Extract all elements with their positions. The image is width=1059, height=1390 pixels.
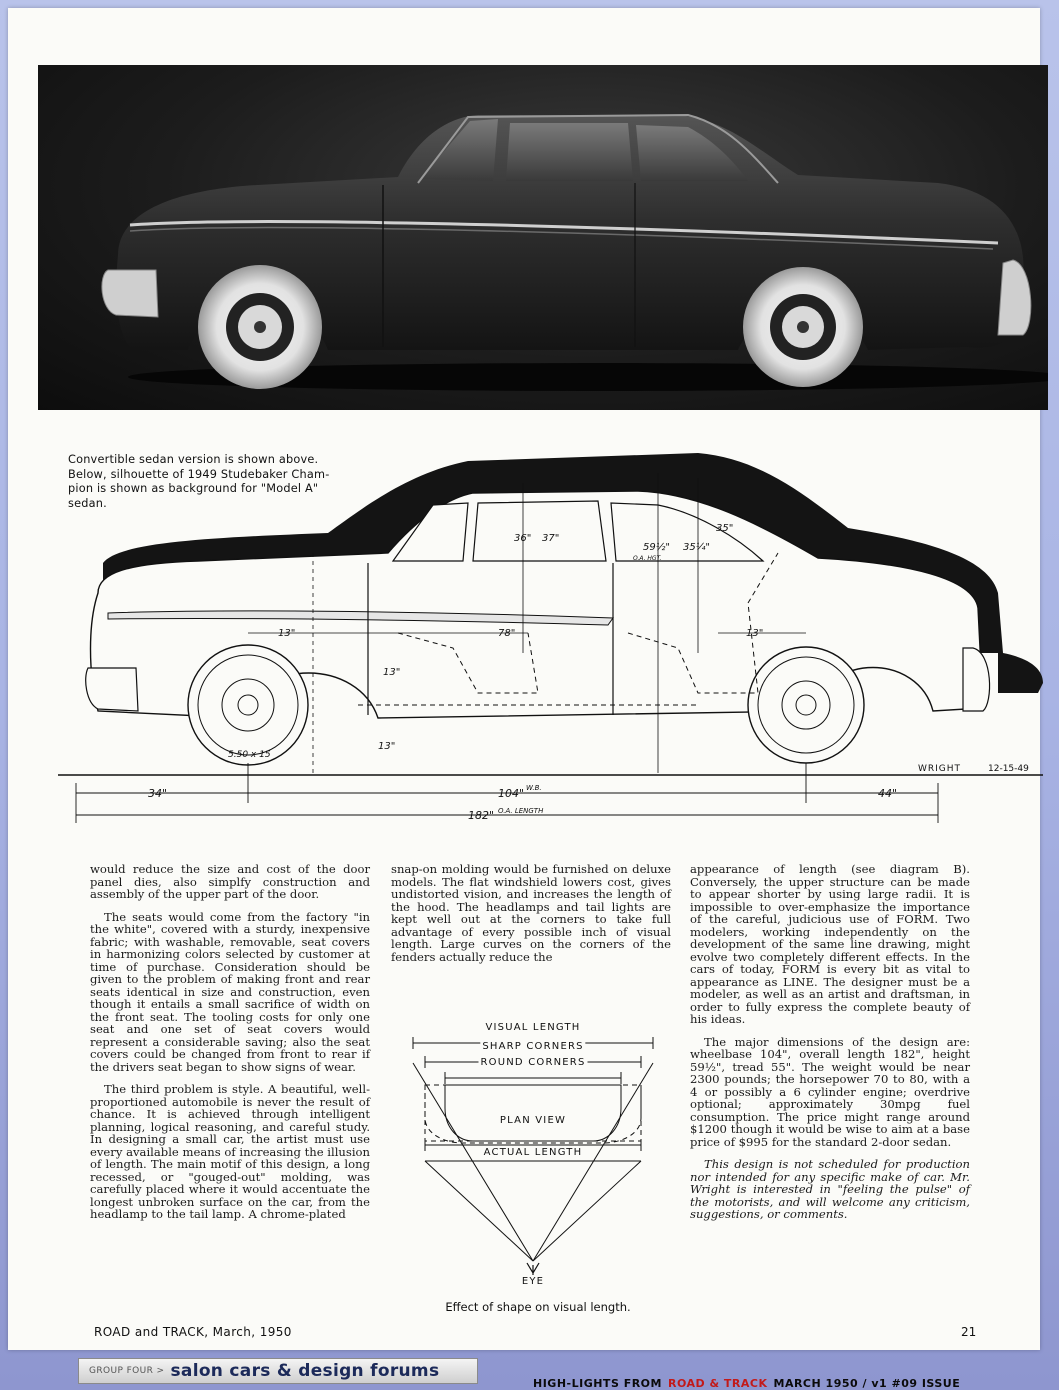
dim-78: 78" (498, 628, 516, 639)
dim-wb-note: W.B. (526, 784, 542, 792)
eye-icon (527, 1263, 539, 1275)
col1-paragraph-2: The seats would come from the factory "in the white", covered with a sturdy, inexpensive fabric; with washable, removable, seat covers in harmonizing colors selected by customer at time of purchase. Consideration should be given to the problem of making front and rear seats identical in size and construction, even though it entails a small sacrifice of width on the front seat. The tooling costs for only one seat and one set of seat covers would represent a considerable saving; also the seat covers could be changed from front to rear if the drivers seat began to show signs of wear. (90, 909, 370, 1074)
forum-banner[interactable] (78, 1358, 478, 1384)
label-actual-length: ACTUAL LENGTH (483, 1147, 583, 1158)
dim-13-seat: 13" (383, 667, 401, 678)
rear-wheel (748, 647, 864, 763)
draftsman-signature: WRIGHT (918, 764, 962, 774)
dim-height: 59½" (643, 542, 671, 553)
convertible-sedan-photo (38, 65, 1048, 410)
label-visual-length: VISUAL LENGTH (485, 1022, 581, 1033)
caption-line-2: Below, silhouette of 1949 Studebaker Cham- (68, 467, 330, 481)
tire-size: 5.50 x 15 (228, 750, 271, 760)
col2-paragraph-1: snap-on molding would be furnished on deluxe models. The flat windshield lowers cost, gives undistorted vision, and increases the length of the hood. The headlamps and tail lights are kept well out at the corners to take full advantage of every possible inch of visual length. Large curves on the corners of the fenders actually reduce the (391, 862, 671, 964)
label-round-corners: ROUND CORNERS (480, 1057, 586, 1068)
issue-bar (533, 1376, 1059, 1390)
caption-line-3: pion is shown as background for "Model A" (68, 482, 319, 495)
car-photo-illustration (38, 65, 1048, 410)
label-plan-view: PLAN VIEW (499, 1115, 567, 1126)
label-eye: EYE (521, 1276, 545, 1287)
col3-paragraph-3: This design is not scheduled for production nor intended for any specific make of car. Mr. Wright is interested in "feeling the pulse" of the motorists, and will welcome any criticism, suggestions, or comments. (690, 1157, 970, 1221)
plan-diagram-caption: Effect of shape on visual length. (445, 1300, 631, 1314)
dim-104: 104" (498, 787, 525, 800)
text-column-3 (690, 863, 970, 1231)
page-number: 21 (961, 1325, 977, 1339)
front-wheel (188, 645, 308, 765)
dim-34: 34" (148, 787, 168, 800)
dim-35q: 35¼" (683, 542, 711, 553)
col3-paragraph-2: The major dimensions of the design are: wheelbase 104", overall length 182", height 59½", tread 55". The weight would be near 2300 pounds; the horsepower 70 to 80, with a 4 or possibly a 6 cylinder engine; overdrive optional; approximately 30mpg fuel consumption. The price might range around $1200 though it would be wise to aim at a base price of $995 for the standard 2-door sedan. (690, 1034, 970, 1149)
issue-brand: ROAD & TRACK (667, 1376, 768, 1390)
dim-13-rear: 13" (746, 628, 764, 639)
label-sharp-corners: SHARP CORNERS (482, 1041, 584, 1052)
text-column-1 (90, 863, 370, 1231)
dim-13-floor: 13" (378, 741, 396, 752)
text-column-2 (391, 863, 671, 973)
dim-13-front: 13" (278, 628, 296, 639)
drawing-date: 12-15-49 (988, 764, 1029, 774)
plan-view-diagram (403, 1023, 693, 1298)
col1-paragraph-1: would reduce the size and cost of the door panel dies, also simplfy construction and assembly of the upper part of the door. (90, 862, 370, 901)
magazine-page (8, 8, 1040, 1350)
caption-line-1: Convertible sedan version is shown above. (68, 453, 319, 466)
col1-paragraph-3: The third problem is style. A beautiful, well-proportioned automobile is never the result of chance. It is achieved through intelligent planning, logical reasoning, and careful study. In designing a small car, the artist must use every available means of increasing the illusion of length. The main motif of this design, a long recessed, or "gouged-out" molding, was carefully placed where it would accentuate the longest unbroken surface on the car, from the headlamp to the tail lamp. A chrome-plated (90, 1082, 370, 1221)
col3-paragraph-1: appearance of length (see diagram B). Conversely, the upper structure can be made to appear shorter by using large radii. It is impossible to over-emphasize the importance of the careful, judicious use of FORM. Two modelers, working independently on the development of the same line drawing, might evolve two completely different effects. In the cars of today, FORM is every bit as vital to appearance as LINE. The designer must be a modeler, as well as an artist and draftsman, in order to fully express the complete beauty of his ideas. (690, 862, 970, 1026)
magazine-footer: ROAD and TRACK, March, 1950 (94, 1325, 292, 1339)
issue-prefix: HIGH-LIGHTS FROM (533, 1376, 662, 1390)
side-elevation-drawing (58, 453, 1043, 828)
dim-44: 44" (878, 787, 898, 800)
caption-line-4: sedan. (68, 496, 107, 510)
dim-37: 37" (542, 533, 560, 544)
dim-35: 35" (716, 523, 734, 534)
dim-36: 36" (514, 533, 532, 544)
dim-length-note: O.A. LENGTH (498, 807, 544, 815)
issue-info: MARCH 1950 / v1 #09 ISSUE (773, 1376, 961, 1390)
forum-name: salon cars & design forums (170, 1361, 440, 1381)
dim-height-note: O.A. HGT. (633, 555, 662, 562)
dim-182: 182" (468, 809, 495, 822)
forum-group-label: GROUP FOUR > (89, 1366, 165, 1376)
